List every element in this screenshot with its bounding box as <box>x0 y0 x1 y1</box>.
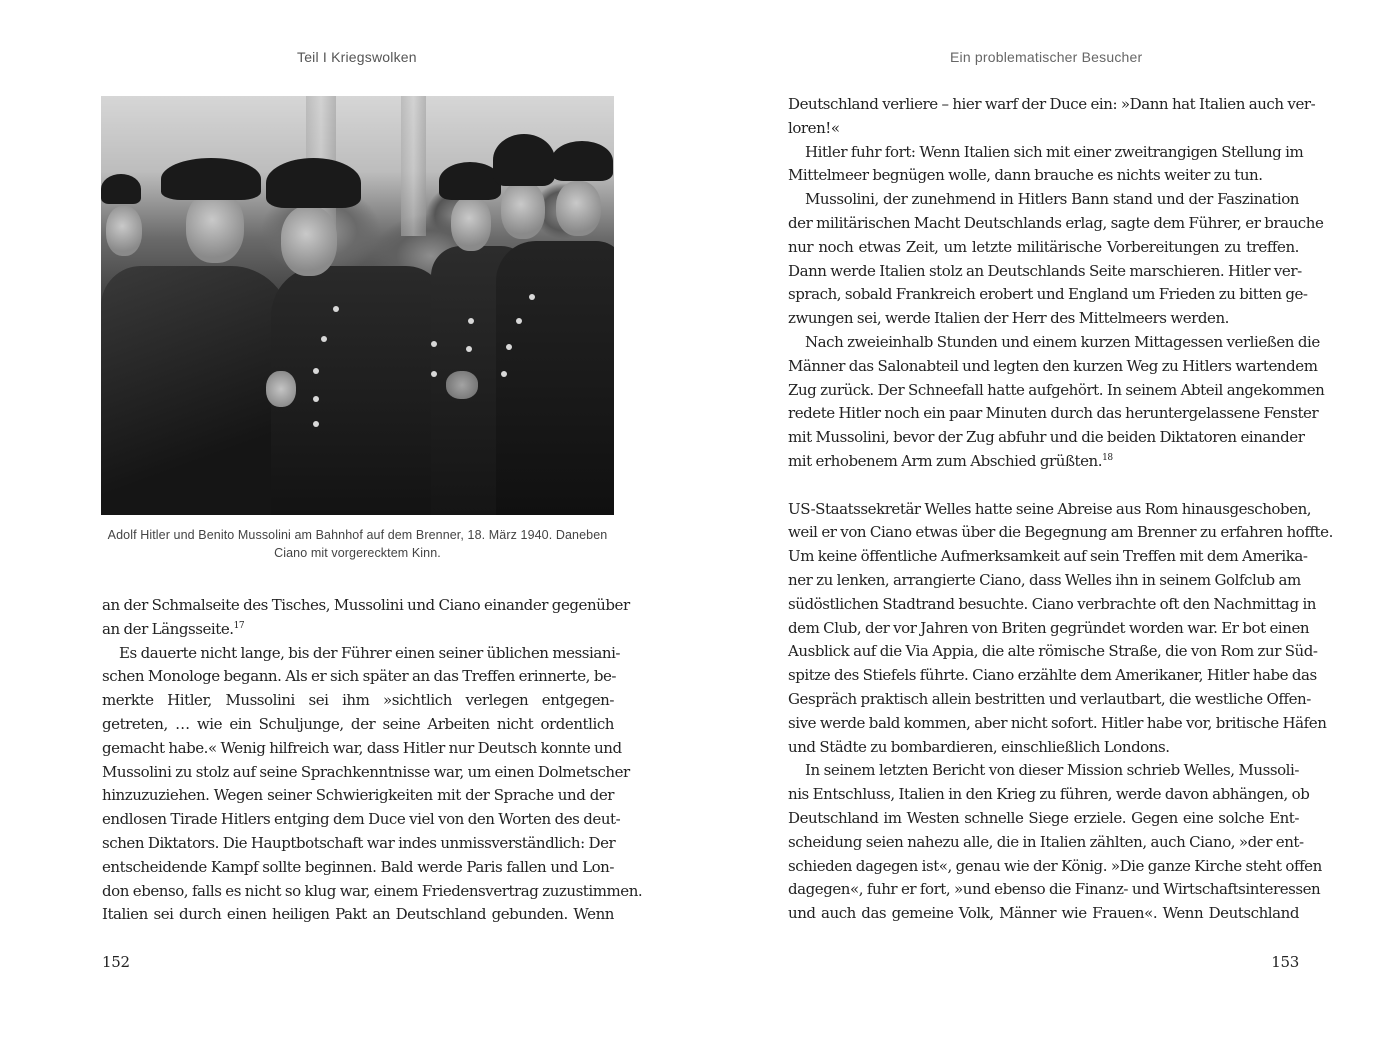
text-line-content: ner zu lenken, arrangierte Ciano, dass Welles ihn in seinem Golfclub am <box>788 570 1301 589</box>
photo-cap <box>101 174 141 204</box>
text-line-content: schen Diktators. Die Hauptbotschaft war indes unmissverständlich: Der <box>102 833 616 852</box>
section-break <box>788 474 1299 498</box>
text-line <box>788 878 1321 902</box>
text-line-content: loren!« <box>788 118 840 137</box>
photo-coat-button <box>431 341 437 347</box>
text-line <box>102 713 614 737</box>
text-line <box>788 355 1318 379</box>
text-line-content: endlosen Tirade Hitlers entging dem Duce viel von den Worten des deut- <box>102 810 621 829</box>
text-line <box>788 164 1299 188</box>
page-number: 152 <box>102 953 130 971</box>
text-line <box>102 903 614 927</box>
text-line <box>788 212 1324 236</box>
photo-face <box>501 181 545 239</box>
text-line-content: Dann werde Italien stolz an Deutschlands Seite marschieren. Hitler ver- <box>788 261 1302 280</box>
text-line <box>788 188 1299 212</box>
text-line-content: und auch das gemeine Volk, Männer wie Frauen«. Wenn Deutschland <box>788 904 1299 923</box>
photo-face <box>451 196 491 251</box>
figure-caption: Adolf Hitler und Benito Mussolini am Bahnhof auf dem Brenner, 18. März 1940. Daneben Ciano mit vorgerecktem Kinn. <box>107 528 608 560</box>
text-line <box>788 593 1317 617</box>
text-line-content: nur noch etwas Zeit, um letzte militärische Vorbereitungen zu treffen. <box>788 237 1299 256</box>
photo-coat-button <box>501 371 507 377</box>
text-line-content: sprach, sobald Frankreich erobert und England um Frieden zu bitten ge- <box>788 285 1308 304</box>
running-head: Ein problematischer Besucher <box>950 49 1143 65</box>
text-line <box>102 737 622 761</box>
text-line-content: an der Schmalseite des Tisches, Mussolini und Ciano einander gegenüber <box>102 596 630 614</box>
text-line-content: Um keine öffentliche Aufmerksamkeit auf sein Treffen mit dem Amerika- <box>788 547 1308 566</box>
text-line <box>788 307 1299 331</box>
text-line-content: schen Monologe begann. Als er sich später an das Treffen erinnerte, be- <box>102 667 617 686</box>
text-line <box>102 665 617 689</box>
text-line <box>788 545 1308 569</box>
photo-handshake <box>266 371 296 407</box>
text-line <box>102 808 621 832</box>
text-line-content: Männer das Salonabteil und legten den kurzen Weg zu Hitlers wartendem <box>788 356 1318 375</box>
text-line-content: Hitler fuhr fort: Wenn Italien sich mit einer zweitrangigen Stellung im <box>805 142 1304 161</box>
text-line-content: don ebenso, falls es nicht so klug war, einem Friedensvertrag zuzustimmen. <box>102 881 643 900</box>
text-line-content: Zug zurück. Der Schneefall hatte aufgehört. In seinem Abteil angekommen <box>788 380 1325 399</box>
photo-coat-button <box>466 346 472 352</box>
photo-cap <box>266 158 361 208</box>
text-line <box>102 784 614 808</box>
text-line <box>788 807 1299 831</box>
photo-coat-button <box>321 336 327 342</box>
photo-cap <box>161 158 261 200</box>
text-line <box>788 617 1310 641</box>
text-line-content: Deutschland verliere – hier warf der Duce ein: »Dann hat Italien auch ver- <box>788 95 1316 113</box>
body-text <box>788 93 1333 926</box>
text-line <box>788 855 1322 879</box>
footnote-marker[interactable]: 18 <box>1102 452 1113 463</box>
text-line-content: In seinem letzten Bericht von dieser Mission schrieb Welles, Mussoli- <box>805 761 1299 780</box>
text-line <box>788 141 1304 165</box>
text-line-content: Deutschland im Westen schnelle Siege erziele. Gegen eine solche Ent- <box>788 808 1299 827</box>
text-line-content: gemacht habe.« Wenig hilfreich war, dass Hitler nur Deutsch konnte und <box>102 738 622 757</box>
text-line <box>788 450 1299 474</box>
photo-coat-button <box>516 318 522 324</box>
text-line <box>788 831 1304 855</box>
photo-coat-button <box>431 371 437 377</box>
text-line <box>788 569 1299 593</box>
text-line-content: zwungen sei, werde Italien der Herr des Mittelmeers werden. <box>788 309 1229 328</box>
text-line-content: mit Mussolini, bevor der Zug abfuhr und die beiden Diktatoren einander <box>788 428 1305 447</box>
text-line <box>102 880 643 904</box>
text-line-content: redete Hitler noch ein paar Minuten durch das heruntergelassene Fenster <box>788 404 1319 423</box>
text-line <box>788 521 1333 545</box>
photo-cap <box>439 162 501 200</box>
photo-face <box>281 206 337 276</box>
photo-face <box>556 181 601 236</box>
text-line-content: Italien sei durch einen heiligen Pakt an Deutschland gebunden. Wenn <box>102 905 614 924</box>
photo-coat-button <box>333 306 339 312</box>
text-line <box>102 856 614 880</box>
text-line-content: Es dauerte nicht lange, bis der Führer einen seiner üblichen messiani- <box>119 643 621 662</box>
text-line <box>102 832 614 856</box>
text-line-content: Gespräch praktisch allein bestritten und verlautbart, die westliche Offen- <box>788 689 1311 708</box>
text-line <box>788 236 1299 260</box>
photo-coat-button <box>468 318 474 324</box>
photo-background-pillar <box>401 96 426 236</box>
text-line <box>788 117 1299 141</box>
text-line-content: hinzuzuziehen. Wegen seiner Schwierigkeiten mit der Sprache und der <box>102 786 614 805</box>
photo-cap <box>551 141 613 181</box>
text-line <box>788 93 1316 117</box>
running-head: Teil I Kriegswolken <box>297 49 417 65</box>
photo-coat-button <box>529 294 535 300</box>
photo-coat-button <box>506 344 512 350</box>
text-line-content: entscheidende Kampf sollte beginnen. Bald werde Paris fallen und Lon- <box>102 857 614 876</box>
photo-face <box>106 206 142 256</box>
body-text <box>102 594 643 927</box>
text-line <box>788 712 1327 736</box>
text-line <box>788 283 1308 307</box>
photo-face <box>186 191 244 263</box>
photo-coat-button <box>313 368 319 374</box>
footnote-marker[interactable]: 17 <box>233 620 245 631</box>
text-line <box>788 664 1317 688</box>
text-line-content: und Städte zu bombardieren, einschließlich Londons. <box>788 737 1170 756</box>
text-line <box>788 783 1310 807</box>
text-line-content: südöstlichen Stadtrand besuchte. Ciano verbrachte oft den Nachmittag in <box>788 594 1317 613</box>
text-line-content: schieden dagegen ist«, genau wie der König. »Die ganze Kirche steht offen <box>788 856 1322 875</box>
text-line <box>788 640 1318 664</box>
text-line <box>102 594 630 618</box>
photo-figure-right-coat <box>496 241 614 515</box>
text-line-content: scheidung seien nahezu alle, die in Italien zählten, auch Ciano, »der ent- <box>788 832 1304 851</box>
text-line <box>102 761 630 785</box>
text-line-content: getreten, … wie ein Schuljunge, der seine Arbeiten nicht ordentlich <box>102 714 614 733</box>
page-number: 153 <box>1271 953 1299 971</box>
text-line-content: weil er von Ciano etwas über die Begegnung am Brenner zu erfahren hoffte. <box>788 523 1333 542</box>
text-line-content: merkte Hitler, Mussolini sei ihm »sichtlich verlegen entgegen- <box>102 691 614 710</box>
text-line-content: Mussolini, der zunehmend in Hitlers Bann stand und der Faszination <box>805 190 1299 209</box>
photo-coat-button <box>313 421 319 427</box>
text-line-content: der militärischen Macht Deutschlands erlag, sagte dem Führer, er brauche <box>788 213 1324 232</box>
text-line <box>102 618 614 642</box>
text-line <box>788 902 1299 926</box>
text-line <box>788 736 1299 760</box>
text-line <box>788 260 1302 284</box>
photo-hands <box>446 371 478 399</box>
text-line <box>788 426 1305 450</box>
text-line-content: Mussolini zu stolz auf seine Sprachkenntnisse war, um einen Dolmetscher <box>102 762 630 781</box>
text-line-content: nis Entschluss, Italien in den Krieg zu führen, werde davon abhängen, ob <box>788 785 1310 804</box>
text-line <box>788 402 1319 426</box>
text-line <box>788 331 1320 355</box>
text-line <box>788 688 1311 712</box>
text-line <box>102 689 614 713</box>
text-line <box>102 642 621 666</box>
text-line <box>788 759 1299 783</box>
text-line-content: spitze des Stiefels führte. Ciano erzählte dem Amerikaner, Hitler habe das <box>788 666 1317 685</box>
photo-figure-left-coat <box>101 266 291 515</box>
text-line-content: mit erhobenem Arm zum Abschied grüßten. <box>788 451 1103 470</box>
text-line <box>788 498 1312 522</box>
text-line-content: an der Längsseite. <box>102 619 234 638</box>
text-line <box>788 379 1325 403</box>
text-line-content: Nach zweieinhalb Stunden und einem kurzen Mittagessen verließen die <box>805 332 1320 351</box>
text-line-content: dagegen«, fuhr er fort, »und ebenso die Finanz- und Wirtschaftsinteressen <box>788 880 1321 899</box>
photograph <box>101 96 614 515</box>
photo-coat-button <box>313 396 319 402</box>
photo-cap <box>493 134 555 186</box>
text-line-content: dem Club, der vor Jahren von Briten gegründet worden war. Er bot einen <box>788 618 1310 637</box>
text-line-content: sive werde bald kommen, aber nicht sofort. Hitler habe vor, britische Häfen <box>788 713 1327 732</box>
photo-figure-center-coat <box>271 266 446 515</box>
right-page <box>700 0 1400 1038</box>
text-line-content: Mittelmeer begnügen wolle, dann brauche es nichts weiter zu tun. <box>788 166 1263 185</box>
text-line-content: Ausblick auf die Via Appia, die alte römische Straße, die von Rom zur Süd- <box>788 642 1318 661</box>
text-line-content: US-Staatssekretär Welles hatte seine Abreise aus Rom hinausgeschoben, <box>788 499 1312 518</box>
